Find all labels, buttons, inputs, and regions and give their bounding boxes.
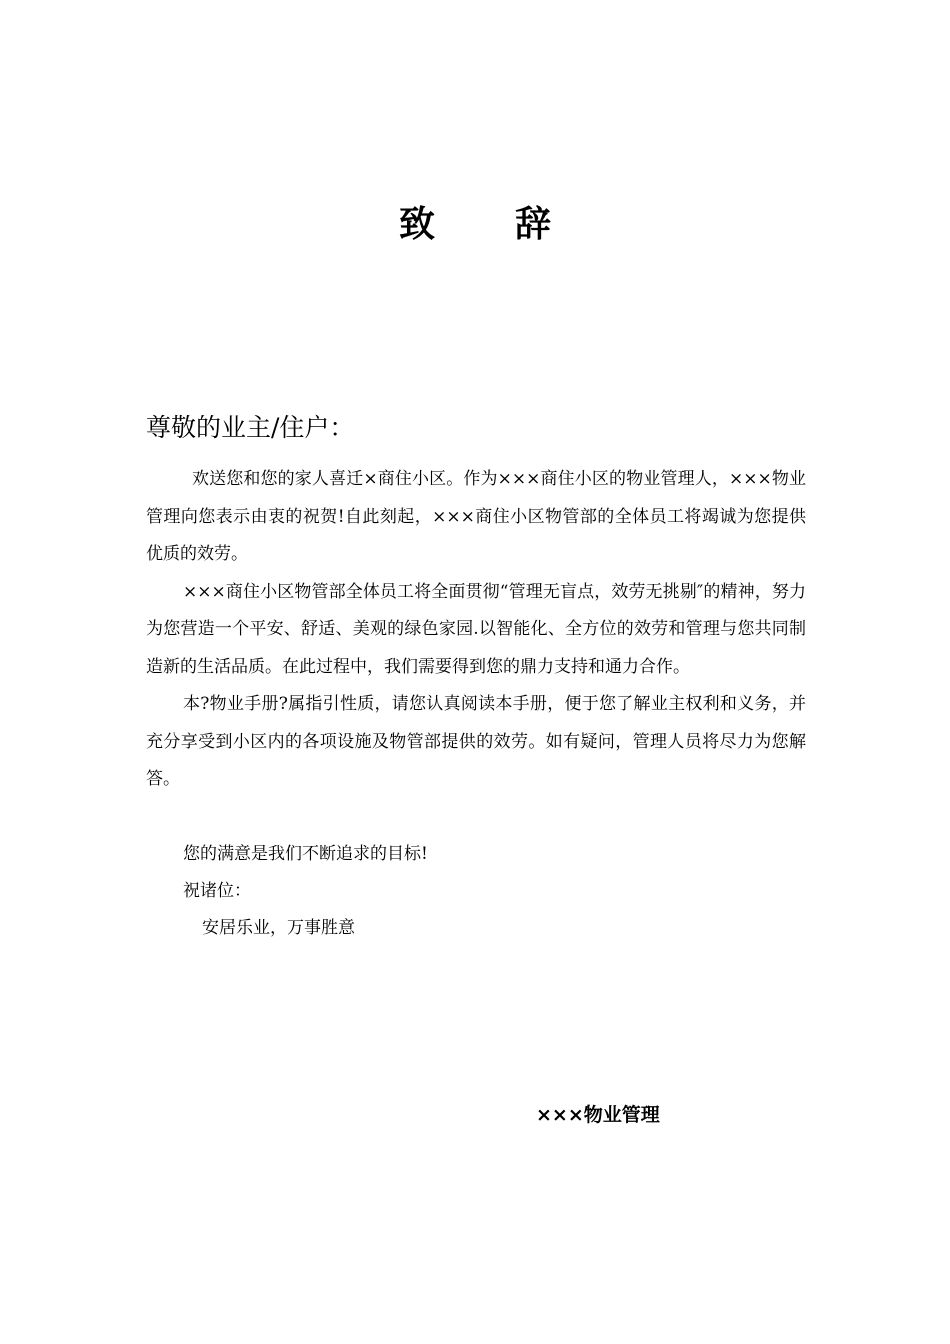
signature: ×××物业管理 — [536, 1104, 660, 1126]
title-char-2: 辞 — [515, 203, 552, 245]
salutation: 尊敬的业主/住户： — [146, 413, 355, 442]
title-char-1: 致 — [398, 203, 435, 245]
closing-blessing: 安居乐业，万事胜意 — [202, 918, 355, 938]
paragraph-commitment: ×××商住小区物管部全体员工将全面贯彻“管理无盲点，效劳无挑剔″的精神，努力为您营造一个平安、舒适、美观的绿色家园.以智能化、全方位的效劳和管理与您共同制造新的生活品质。在此过程中，我们需要得到您的鼎力支持和通力合作。 — [146, 581, 806, 677]
paragraph-welcome: 欢送您和您的家人喜迁×商住小区。作为×××商住小区的物业管理人，×××物业管理向您表示由衷的祝贺!自此刻起，×××商住小区物管部的全体员工将竭诚为您提供优质的效劳。 — [146, 469, 806, 564]
closing-wish: 祝诸位： — [183, 881, 251, 901]
paragraph-handbook: 本?物业手册?属指引性质，请您认真阅读本手册，便于您了解业主权利和义务，并充分享受到小区内的各项设施及物管部提供的效劳。如有疑问，管理人员将尽力为您解答。 — [146, 694, 806, 789]
letter-body — [146, 461, 806, 799]
closing-goal: 您的满意是我们不断追求的目标! — [183, 844, 428, 864]
page-title — [0, 198, 950, 250]
